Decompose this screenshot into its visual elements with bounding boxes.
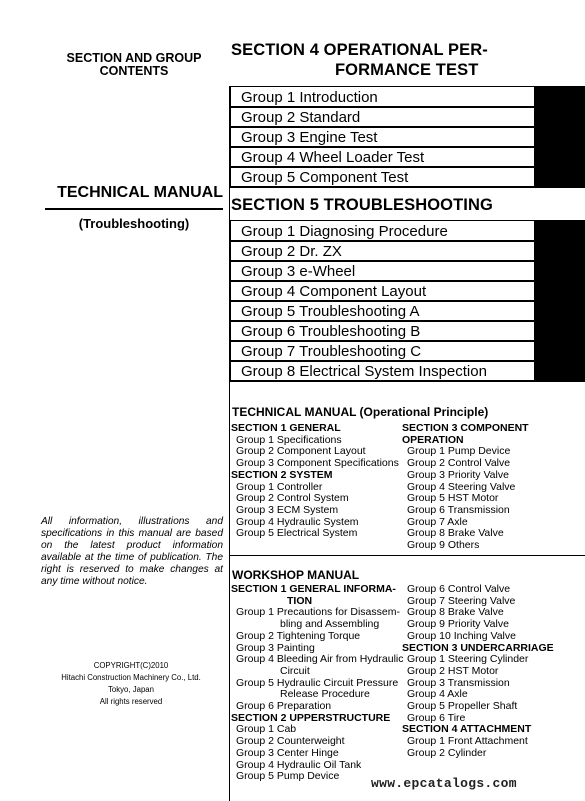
group-item: Group 3 Transmission xyxy=(407,676,510,689)
rights-line: All rights reserved xyxy=(99,697,163,706)
section-heading: SECTION 1 GENERAL xyxy=(231,422,341,434)
group-item: Release Procedure xyxy=(280,688,370,701)
group-row xyxy=(230,300,585,321)
index-tab xyxy=(535,260,585,282)
section-group-heading-line2: CONTENTS xyxy=(99,64,169,78)
manual-title: TECHNICAL MANUAL xyxy=(57,184,223,201)
index-tab xyxy=(535,126,585,148)
group-item: Group 1 Pump Device xyxy=(407,445,511,458)
group-label: Group 1 Introduction xyxy=(241,89,378,106)
group-row xyxy=(230,260,585,281)
group-item: Group 3 Component Specifications xyxy=(236,457,399,470)
index-tab xyxy=(535,340,585,362)
column-divider xyxy=(229,86,230,801)
section-heading: SECTION 4 ATTACHMENT xyxy=(402,723,532,736)
group-item: Group 4 Steering Valve xyxy=(407,480,516,493)
section-heading: SECTION 3 UNDERCARRIAGE xyxy=(402,641,554,654)
index-tab xyxy=(535,106,585,128)
group-label: Group 3 e-Wheel xyxy=(241,263,356,280)
group-item: Group 5 Hydraulic Circuit Pressure xyxy=(236,676,399,689)
group-item: Group 2 Tightening Torque xyxy=(236,629,361,642)
group-item: Group 7 Steering Valve xyxy=(407,594,516,607)
location-line: Tokyo, Japan xyxy=(108,685,154,694)
index-tab xyxy=(535,280,585,302)
disclaimer-note: All information, illustrations and specifications in this manual are based on the latest product information available at the time of publication. The right is reserved to make changes at any time without notice. xyxy=(41,516,223,587)
operational-bottom-rule xyxy=(230,555,585,556)
group-item: Group 1 Steering Cylinder xyxy=(407,653,529,666)
section-heading: TION xyxy=(287,594,313,607)
company-line: Hitachi Construction Machinery Co., Ltd. xyxy=(61,673,201,682)
section4-group-list xyxy=(230,87,585,187)
group-item: Group 3 ECM System xyxy=(236,503,339,516)
group-row xyxy=(230,320,585,341)
section5-group-list xyxy=(230,221,585,381)
index-tab xyxy=(535,300,585,322)
group-item: Group 7 Axle xyxy=(407,515,468,528)
group-item: Group 5 HST Motor xyxy=(407,492,499,505)
index-tab xyxy=(535,360,585,382)
operational-manual-title: TECHNICAL MANUAL (Operational Principle) xyxy=(232,405,489,419)
index-tab xyxy=(535,86,585,108)
group-label: Group 8 Electrical System Inspection xyxy=(241,363,487,380)
group-item: bling and Assembling xyxy=(280,618,380,631)
section-heading: SECTION 3 COMPONENT OPERATION xyxy=(402,422,529,446)
group-label: Group 2 Dr. ZX xyxy=(241,243,342,260)
group-item: Group 6 Control Valve xyxy=(407,583,511,595)
section5-title: SECTION 5 TROUBLESHOOTING xyxy=(231,196,493,214)
section-heading: SECTION 2 UPPERSTRUCTURE xyxy=(231,711,391,724)
group-item: Group 5 Pump Device xyxy=(236,770,340,783)
group-row xyxy=(230,166,585,187)
workshop-manual-title: WORKSHOP MANUAL xyxy=(232,568,360,582)
group-item: Group 3 Priority Valve xyxy=(407,468,509,481)
group-label: Group 6 Troubleshooting B xyxy=(241,323,421,340)
group-item: Group 8 Brake Valve xyxy=(407,606,504,619)
group-row xyxy=(230,86,585,107)
group-item: Group 4 Hydraulic System xyxy=(236,515,359,528)
group-item: Group 4 Axle xyxy=(407,688,468,701)
group-item: Group 1 Front Attachment xyxy=(407,735,528,748)
group-item: Group 2 Cylinder xyxy=(407,746,487,759)
group-label: Group 5 Troubleshooting A xyxy=(241,303,420,320)
copyright-line: COPYRIGHT(C)2010 xyxy=(93,661,169,670)
group-item: Group 4 Hydraulic Oil Tank xyxy=(236,758,362,771)
group-item: Group 6 Preparation xyxy=(236,700,332,713)
index-tab xyxy=(535,146,585,168)
group-item: Group 6 Transmission xyxy=(407,503,510,516)
group-item: Group 1 Cab xyxy=(236,723,297,736)
group-item: Group 5 Electrical System xyxy=(236,527,358,540)
group-item: Group 1 Precautions for Disassem- xyxy=(236,606,400,619)
section-heading: SECTION 2 SYSTEM xyxy=(231,468,333,481)
group-item: Group 9 Priority Valve xyxy=(407,618,509,631)
group-row xyxy=(230,360,585,381)
index-tab xyxy=(535,166,585,188)
group-row xyxy=(230,106,585,127)
group-item: Group 8 Brake Valve xyxy=(407,527,504,540)
section4-title-line1: SECTION 4 OPERATIONAL PER- xyxy=(231,41,488,59)
operational-column-1 xyxy=(231,423,399,540)
group-item: Group 4 Bleeding Air from Hydraulic xyxy=(236,653,404,666)
operational-column-2 xyxy=(402,423,585,552)
group-item: Group 2 Counterweight xyxy=(236,735,345,748)
index-tab xyxy=(535,240,585,262)
workshop-column-2 xyxy=(402,584,554,760)
index-tab xyxy=(535,320,585,342)
group-row xyxy=(230,146,585,167)
group-row xyxy=(230,240,585,261)
group-item: Group 2 Component Layout xyxy=(236,445,366,458)
left-panel xyxy=(0,0,222,801)
group-item: Group 1 Specifications xyxy=(236,433,342,446)
group-label: Group 1 Diagnosing Procedure xyxy=(241,223,448,240)
group-item: Group 2 HST Motor xyxy=(407,664,499,677)
workshop-column-1 xyxy=(231,584,404,783)
group-item: Circuit xyxy=(280,664,310,677)
group-item: Group 1 Controller xyxy=(236,480,323,493)
watermark: www.epcatalogs.com xyxy=(371,776,517,791)
group-item: Group 6 Tire xyxy=(407,711,466,724)
group-row xyxy=(230,340,585,361)
group-item: Group 3 Center Hinge xyxy=(236,746,339,759)
group-label: Group 2 Standard xyxy=(241,109,361,126)
group-item: Group 2 Control Valve xyxy=(407,457,511,470)
group-label: Group 4 Component Layout xyxy=(241,283,427,300)
index-tab xyxy=(535,220,585,242)
group-label: Group 4 Wheel Loader Test xyxy=(241,149,425,166)
group-row xyxy=(230,280,585,301)
section4-title-line2: FORMANCE TEST xyxy=(335,61,479,79)
group-label: Group 5 Component Test xyxy=(241,169,409,186)
group-item: Group 10 Inching Valve xyxy=(407,629,516,642)
copyright-block xyxy=(40,660,222,708)
group-row xyxy=(230,220,585,241)
group-item: Group 9 Others xyxy=(407,539,480,552)
section-group-heading-line1: SECTION AND GROUP xyxy=(66,51,202,65)
section-heading: SECTION 1 GENERAL INFORMA- xyxy=(231,583,396,595)
group-item: Group 2 Control System xyxy=(236,492,349,505)
manual-subtitle: (Troubleshooting) xyxy=(78,216,190,231)
group-item: Group 3 Painting xyxy=(236,641,315,654)
group-label: Group 7 Troubleshooting C xyxy=(241,343,422,360)
group-row xyxy=(230,126,585,147)
manual-title-rule xyxy=(45,208,223,210)
group-item: Group 5 Propeller Shaft xyxy=(407,700,518,713)
group-label: Group 3 Engine Test xyxy=(241,129,378,146)
